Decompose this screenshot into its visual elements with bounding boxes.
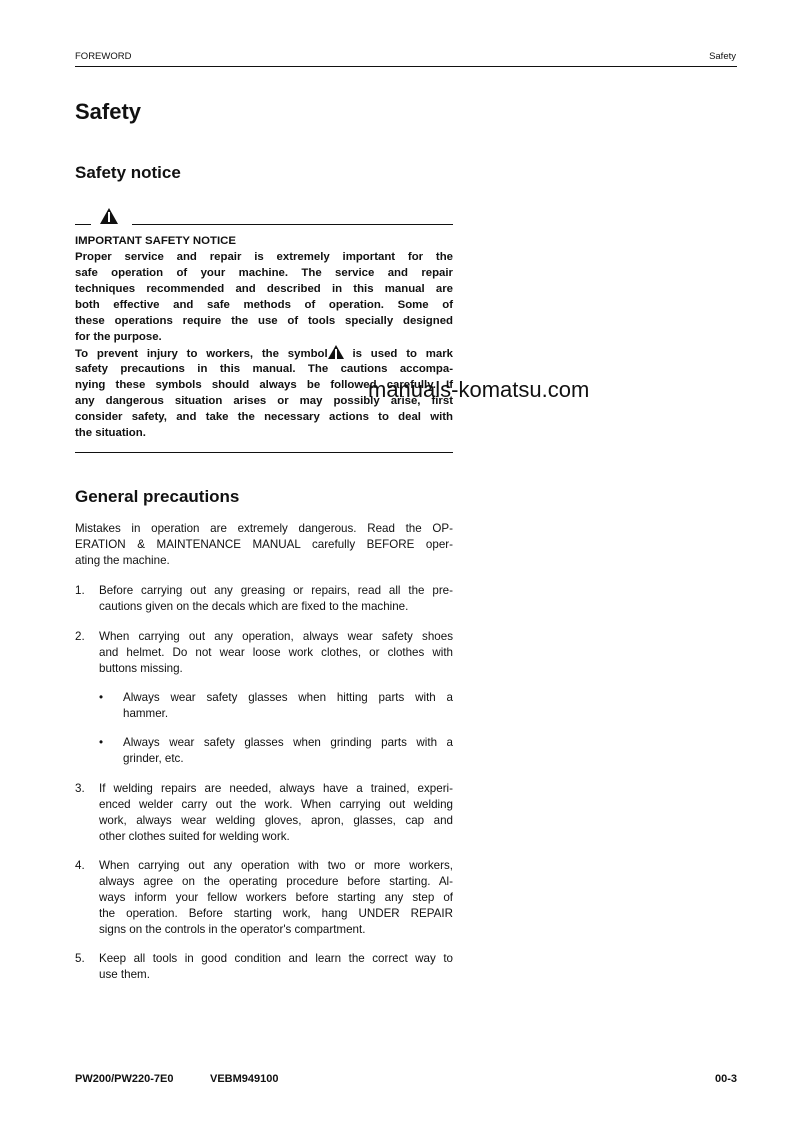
intro-paragraph <box>75 521 453 569</box>
text-line: buttons missing. <box>99 662 183 675</box>
list-item <box>75 858 453 938</box>
text-line: use them. <box>99 968 150 981</box>
text-line: ways inform your fellow workers before starting any step of <box>99 891 453 904</box>
safety-notice-box <box>75 233 453 441</box>
text-line: hammer. <box>123 707 169 720</box>
text-line: for the purpose. <box>75 331 162 343</box>
text-line: ating the machine. <box>75 554 170 567</box>
text-line: cautions given on the decals which are fixed to the machine. <box>99 600 409 613</box>
text-line: Before carrying out any greasing or repairs, read all the pre- <box>99 584 453 597</box>
text-line: If welding repairs are needed, always have a trained, experi- <box>99 782 453 795</box>
list-item-number: 1. <box>75 584 85 597</box>
text-line: and helmet. Do not wear loose work clothes, or clothes with <box>99 646 453 659</box>
text-line: nying these symbols should always be followed carefully. If <box>75 379 453 391</box>
page-title: Safety <box>75 99 142 124</box>
text-line: grinder, etc. <box>123 752 184 765</box>
notice-title: IMPORTANT SAFETY NOTICE <box>75 235 236 247</box>
list-item <box>75 951 453 983</box>
text-line: other clothes suited for welding work. <box>99 830 290 843</box>
text-line: Mistakes in operation are extremely dangerous. Read the OP- <box>75 522 453 535</box>
notice-text: To prevent injury to workers, the symbol <box>75 348 328 360</box>
list-item-number: 3. <box>75 782 85 795</box>
footer-model: PW200/PW220-7E0 <box>75 1073 174 1085</box>
footer-page: 00-3 <box>714 1073 737 1085</box>
watermark: manuals-komatsu.com <box>368 377 590 402</box>
bullet-icon: • <box>99 736 104 749</box>
safety-notice-heading: Safety notice <box>75 163 181 182</box>
text-line: safety precautions in this manual. The cautions accompa- <box>75 363 453 375</box>
list-item-number: 2. <box>75 630 85 643</box>
text-line: Keep all tools in good condition and learn the correct way to <box>99 952 453 965</box>
text-line: both effective and safe methods of operation. Some of <box>75 299 453 311</box>
footer-code: VEBM949100 <box>210 1073 279 1085</box>
text-line: the operation. Before starting work, hang UNDER REPAIR <box>99 907 453 920</box>
text-line: work, always wear welding gloves, apron, glasses, cap and <box>99 814 453 827</box>
header-rule <box>75 66 737 67</box>
text-line: these operations require the use of tools specially designed <box>75 315 453 327</box>
notice-symbol-line <box>75 345 453 361</box>
list-item <box>75 583 453 615</box>
list-item-number: 5. <box>75 952 85 965</box>
general-precautions-heading: General precautions <box>75 487 240 506</box>
notice-rule-top <box>132 224 453 225</box>
text-line: When carrying out any operation, always wear safety shoes <box>99 630 453 643</box>
list-item <box>75 781 453 845</box>
text-line: consider safety, and take the necessary actions to deal with <box>75 411 453 423</box>
text-line: the situation. <box>75 427 146 439</box>
text-line: safe operation of your machine. The service and repair <box>75 267 453 279</box>
bullet-item <box>99 690 453 722</box>
text-line: When carrying out any operation with two or more workers, <box>99 859 453 872</box>
notice-text: is used to mark <box>343 348 453 360</box>
text-line: Always wear safety glasses when grinding parts with a <box>123 736 453 749</box>
text-line: ERATION & MAINTENANCE MANUAL carefully BEFORE oper- <box>75 538 453 551</box>
text-line: any dangerous situation arises or may possibly arise, first <box>75 395 453 407</box>
warning-triangle-icon <box>328 345 344 359</box>
text-line: signs on the controls in the operator's compartment. <box>99 923 366 936</box>
text-line: Always wear safety glasses when hitting parts with a <box>123 691 453 704</box>
text-line: Proper service and repair is extremely important for the <box>75 251 453 263</box>
text-line: techniques recommended and described in this manual are <box>75 283 453 295</box>
list-item-number: 4. <box>75 859 85 872</box>
text-line: enced welder carry out the work. When carrying out welding <box>99 798 453 811</box>
list-item <box>75 629 453 677</box>
notice-rule-left <box>75 224 91 225</box>
text-line: always agree on the operating procedure before starting. Al- <box>99 875 453 888</box>
warning-triangle-icon <box>100 208 118 224</box>
header-topic: Safety <box>709 51 736 62</box>
bullet-icon: • <box>99 691 104 704</box>
header-section: FOREWORD <box>75 51 132 62</box>
bullet-item <box>99 735 453 767</box>
notice-rule-bottom <box>75 452 453 453</box>
